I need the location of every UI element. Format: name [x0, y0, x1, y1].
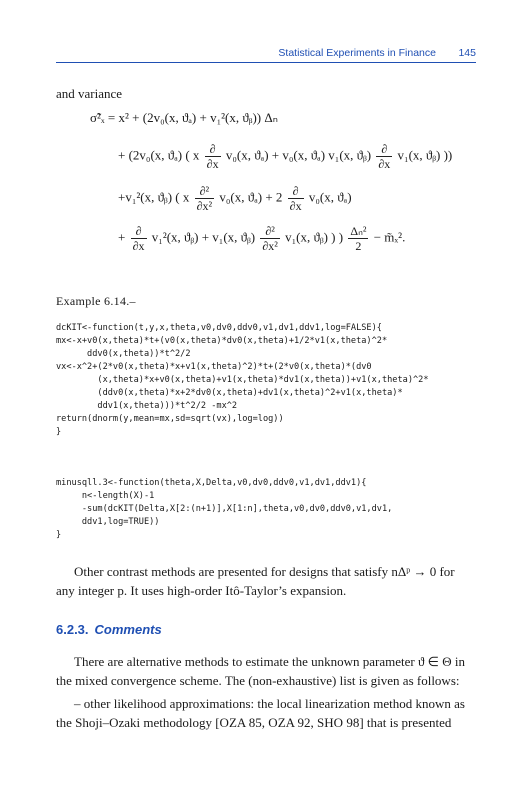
equation-line1-term: (2v₀(x, ϑₐ) + v₁²(x, ϑᵦ)) Δₙ [142, 110, 278, 125]
equation-line-2 [118, 142, 452, 171]
equation-line2-end: v₁(x, ϑᵦ) )) [397, 147, 453, 163]
equation-lhs: σ̃²ₓ = x² + [90, 110, 143, 125]
partial-fraction [205, 142, 221, 171]
paragraph-contrast: Other contrast methods are presented for designs that satisfy nΔᵖ → 0 for any integer p. It uses high-order Itô-Taylor’s expansion. [56, 564, 455, 598]
partial-den: ∂x [289, 199, 302, 213]
page-number: 145 [458, 47, 476, 59]
equation-line4-close: v₁(x, ϑᵦ) ) ) [285, 229, 344, 245]
example-label: Example 6.14.– [56, 294, 136, 308]
equation-line4-mid: v₁²(x, ϑᵦ) + v₁(x, ϑᵦ) [151, 229, 256, 245]
partial-fraction [288, 184, 304, 213]
equation-line2-mid: v₀(x, ϑₐ) + v₀(x, ϑₐ) v₁(x, ϑᵦ) [225, 147, 372, 163]
partial-den: ∂x [132, 239, 145, 253]
partial-num: ∂² [195, 184, 215, 199]
second-partial-fraction [195, 184, 215, 213]
partial-fraction [376, 142, 392, 171]
equation-line-4 [118, 224, 405, 253]
code-block-minusqll: minusqll.3<-function(theta,X,Delta,v0,dv0,ddv0,v1,dv1,ddv1){ n<-length(X)-1 -sum(dcKIT(Delta,X[2:(n+1)],X[1:n],theta,v0,dv0,ddv0,v1,dv1, ddv1,log=TRUE)) } [56, 478, 393, 540]
second-partial-fraction [260, 224, 280, 253]
equation-line4-start: + [118, 229, 126, 245]
equation-line3-mid: v₀(x, ϑₐ) + 2 [219, 189, 283, 205]
code-block-dckit: dcKIT<-function(t,y,x,theta,v0,dv0,ddv0,v1,dv1,ddv1,log=FALSE){ mx<-x+v0(x,theta)*t+(v0(x,theta)*dv0(x,theta)+1/2*v1(x,theta)^2* ddv0(x,theta))*t^2/2 vx<-x^2+(2*v0(x,theta)*x+v1(x,theta)^2)*t+(2*v0(x,theta)*(dv0 (x,theta)*x+v0(x,theta)+v1(x,theta)*dv1(x,theta))+v1(x,theta)^2* (ddv0(x,theta)*x+2*dv0(x,theta)+dv1(x,theta)^2+v1(x,theta)* ddv1(x,theta)))*t^2/2 -mx^2 return(dnorm(y,mean=mx,sd=sqrt(vx),log=log)) } [56, 323, 429, 437]
partial-den: ∂x [378, 157, 391, 171]
partial-fraction [131, 224, 147, 253]
equation-line3-end: v₀(x, ϑₐ) [308, 189, 352, 205]
running-head [56, 45, 476, 61]
partial-num: ∂² [260, 224, 280, 239]
equation-line4-end: − m̃ₓ². [373, 229, 406, 245]
partial-num: ∂ [205, 142, 221, 157]
section-title: Comments [94, 622, 162, 637]
equation-line3-start: +v₁²(x, ϑᵦ) ( x [118, 189, 190, 205]
paragraph-likelihood: – other likelihood approximations: the local linearization method known as the Shoji–Ozaki methodology [OZA 85, OZA 92, SHO 98] that is presented [56, 696, 465, 730]
partial-den: ∂x² [196, 199, 213, 213]
equation-line-3 [118, 184, 352, 213]
partial-num: ∂ [131, 224, 147, 239]
equation-line2-start: + (2v₀(x, ϑₐ) ( x [118, 147, 200, 163]
delta-fraction [348, 224, 368, 253]
delta-num: Δₙ² [350, 224, 367, 238]
partial-num: ∂ [376, 142, 392, 157]
intro-text: and variance [56, 86, 123, 101]
section-number: 6.2.3. [56, 622, 89, 637]
section-heading [56, 622, 162, 637]
partial-den: ∂x² [262, 239, 278, 253]
paragraph-methods: There are alternative methods to estimate the unknown parameter ϑ ∈ Θ in the mixed convergence scheme. The (non-exhaustive) list is given as follows: [56, 654, 466, 688]
partial-den: ∂x [206, 157, 219, 171]
partial-num: ∂ [288, 184, 304, 199]
equation-line-1 [90, 110, 278, 126]
delta-den: 2 [355, 239, 362, 253]
header-rule [56, 62, 476, 63]
running-head-title: Statistical Experiments in Finance [278, 47, 436, 59]
